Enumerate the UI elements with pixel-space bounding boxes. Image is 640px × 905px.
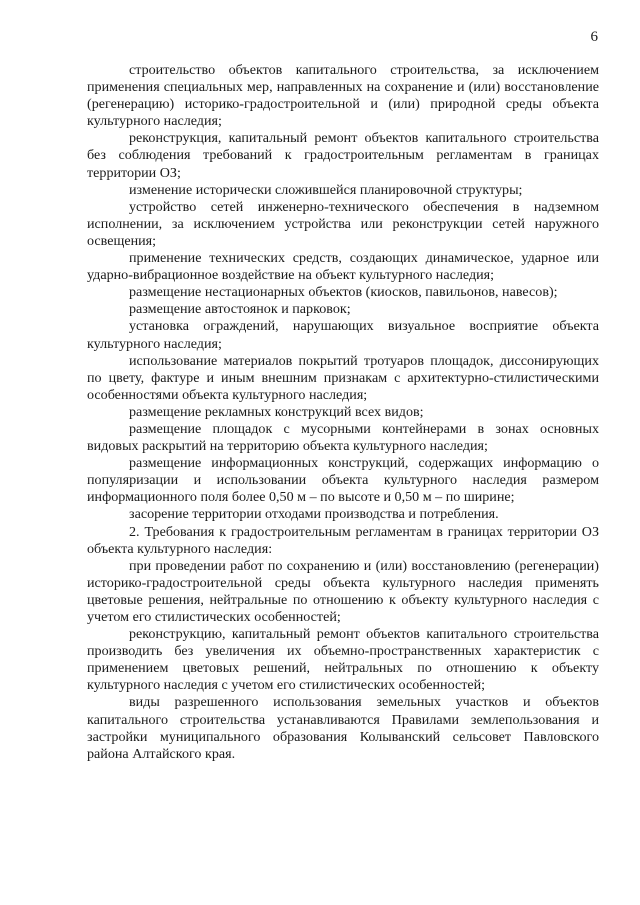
paragraph: размещение нестационарных объектов (киосков, павильонов, навесов); (129, 284, 558, 301)
paragraph: засорение территории отходами производства и потребления. (129, 506, 499, 523)
paragraph: реконструкция, капитальный ремонт объектов капитального строительства без соблюдения требований к градостроительным регламентам в границах территории ОЗ; (87, 130, 599, 181)
paragraph: строительство объектов капитального строительства, за исключением применения специальных мер, направленных на сохранение и (или) восстановление (регенерацию) историко-градостроительной и (или) природной среды объекта культурного наследия; (87, 62, 599, 130)
page-number: 6 (590, 29, 598, 45)
paragraph: установка ограждений, нарушающих визуальное восприятие объекта культурного наследия; (87, 318, 599, 352)
paragraph: размещение площадок с мусорными контейнерами в зонах основных видовых раскрытий на территорию объекта культурного наследия; (87, 420, 599, 455)
paragraph: изменение исторически сложившейся планировочной структуры; (129, 181, 523, 198)
paragraph: использование материалов покрытий тротуаров площадок, диссонирующих по цвету, фактуре и иным внешним признакам с архитектурно-стилистическими особенностями объекта культурного наследия; (87, 352, 599, 403)
section-heading-paragraph: 2. Требования к градостроительным регламентам в границах территории ОЗ объекта культурного наследия: (87, 523, 599, 557)
paragraph: при проведении работ по сохранению и (или) восстановлению (регенерации) историко-градостроительной среды объекта культурного наследия применять цветовые решения, нейтральные по отношению к объекту культурного наследия с учетом его стилистических особенностей; (87, 557, 599, 625)
paragraph: устройство сетей инженерно-технического обеспечения в надземном исполнении, за исключением устройства или реконструкции сетей наружного освещения; (87, 198, 599, 249)
paragraph: виды разрешенного использования земельных участков и объектов капитального строительства устанавливаются Правилами землепользования и застройки муниципального образования Колыванский сельсовет Павловского района Алтайского края. (87, 694, 599, 762)
paragraph: реконструкцию, капитальный ремонт объектов капитального строительства производить без увеличения их объемно-пространственных характеристик с применением цветовых решений, нейтральных по отношению к объекту культурного наследия с учетом его стилистических особенностей; (87, 626, 599, 694)
document-body (87, 62, 599, 763)
paragraph: размещение автостоянок и парковок; (129, 301, 351, 318)
paragraph: размещение информационных конструкций, содержащих информацию о популяризации и использовании объекта культурного наследия размером информационного поля более 0,50 м – по высоте и 0,50 м – по ширине; (87, 455, 599, 506)
paragraph: применение технических средств, создающих динамическое, ударное или ударно-вибрационное воздействие на объект культурного наследия; (87, 250, 599, 284)
paragraph: размещение рекламных конструкций всех видов; (129, 403, 424, 420)
